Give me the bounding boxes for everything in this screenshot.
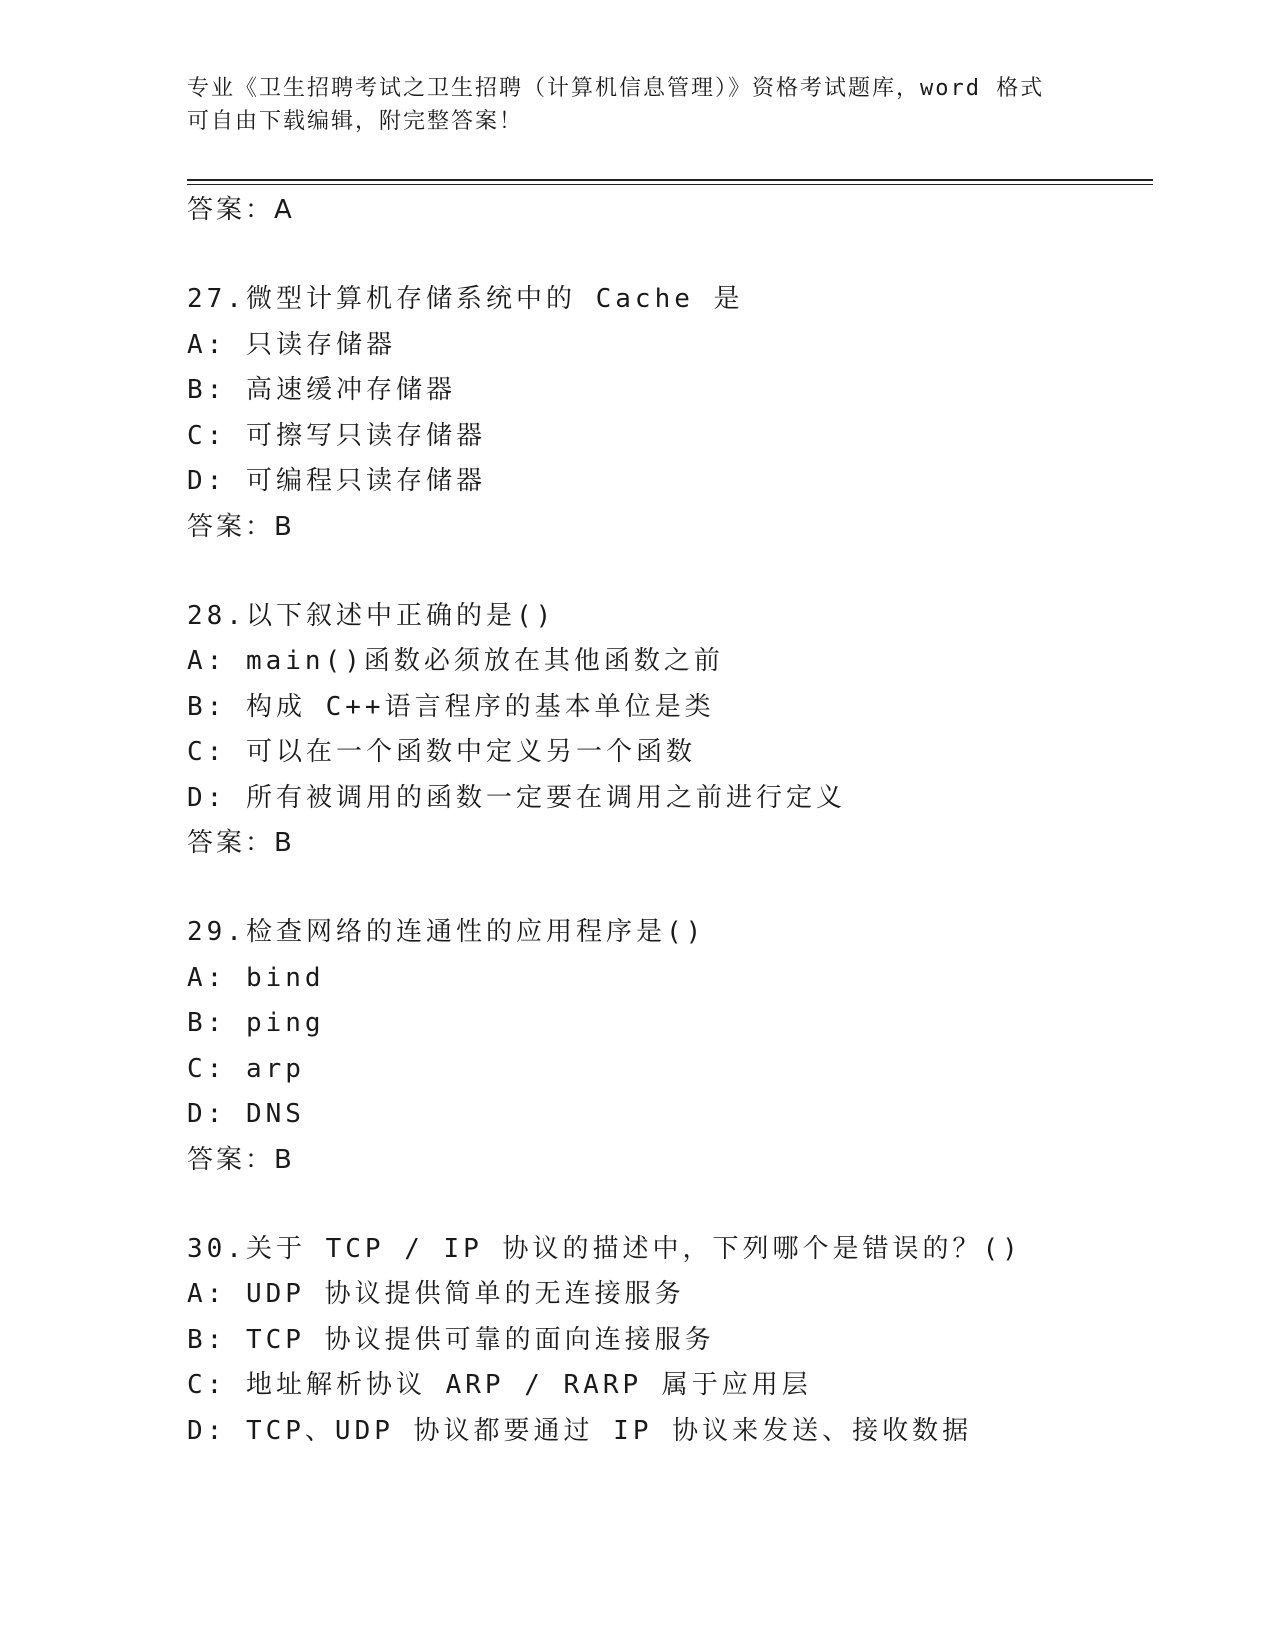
option-a: A: UDP 协议提供简单的无连接服务 bbox=[187, 1279, 685, 1309]
header-line-2: 可自由下载编辑，附完整答案！ bbox=[187, 109, 524, 134]
answer-line: 答案：B bbox=[187, 511, 295, 542]
question-block bbox=[187, 910, 1153, 1227]
answer-line: 答案：B bbox=[187, 828, 295, 858]
header-divider-thick bbox=[187, 179, 1153, 181]
option-c: C: arp bbox=[187, 1053, 305, 1084]
question-block bbox=[187, 594, 1153, 911]
option-c: C: 可擦写只读存储器 bbox=[187, 420, 486, 451]
answer-line: 答案：A bbox=[187, 195, 295, 225]
option-d: D: DNS bbox=[187, 1099, 305, 1129]
question-stem: 27.微型计算机存储系统中的 Cache 是 bbox=[187, 284, 744, 314]
option-b: B: TCP 协议提供可靠的面向连接服务 bbox=[187, 1324, 715, 1355]
option-c: C: 地址解析协议 ARP / RARP 属于应用层 bbox=[187, 1370, 812, 1400]
question-stem: 30.关于 TCP / IP 协议的描述中，下列哪个是错误的？() bbox=[187, 1233, 1022, 1264]
option-a: A: 只读存储器 bbox=[187, 329, 396, 360]
option-d: D: TCP、UDP 协议都要通过 IP 协议来发送、接收数据 bbox=[187, 1415, 973, 1446]
option-c: C: 可以在一个函数中定义另一个函数 bbox=[187, 737, 696, 767]
option-d: D: 所有被调用的函数一定要在调用之前进行定义 bbox=[187, 782, 846, 813]
question-stem: 28.以下叙述中正确的是() bbox=[187, 600, 556, 631]
option-d: D: 可编程只读存储器 bbox=[187, 466, 486, 496]
option-b: B: ping bbox=[187, 1008, 325, 1038]
question-block bbox=[187, 1227, 1153, 1455]
option-b: B: 构成 C++语言程序的基本单位是类 bbox=[187, 691, 715, 722]
document-header bbox=[187, 72, 1087, 138]
option-a: A: main()函数必须放在其他函数之前 bbox=[187, 646, 724, 676]
answer-line: 答案：B bbox=[187, 1144, 295, 1175]
option-b: B: 高速缓冲存储器 bbox=[187, 375, 456, 405]
question-stem: 29.检查网络的连通性的应用程序是() bbox=[187, 917, 706, 947]
question-list bbox=[187, 188, 1153, 1454]
header-divider-thin bbox=[187, 184, 1153, 185]
question-block bbox=[187, 277, 1153, 594]
header-line-1: 专业《卫生招聘考试之卫生招聘（计算机信息管理）》资格考试题库，word 格式 bbox=[187, 76, 1045, 101]
option-a: A: bind bbox=[187, 962, 325, 993]
